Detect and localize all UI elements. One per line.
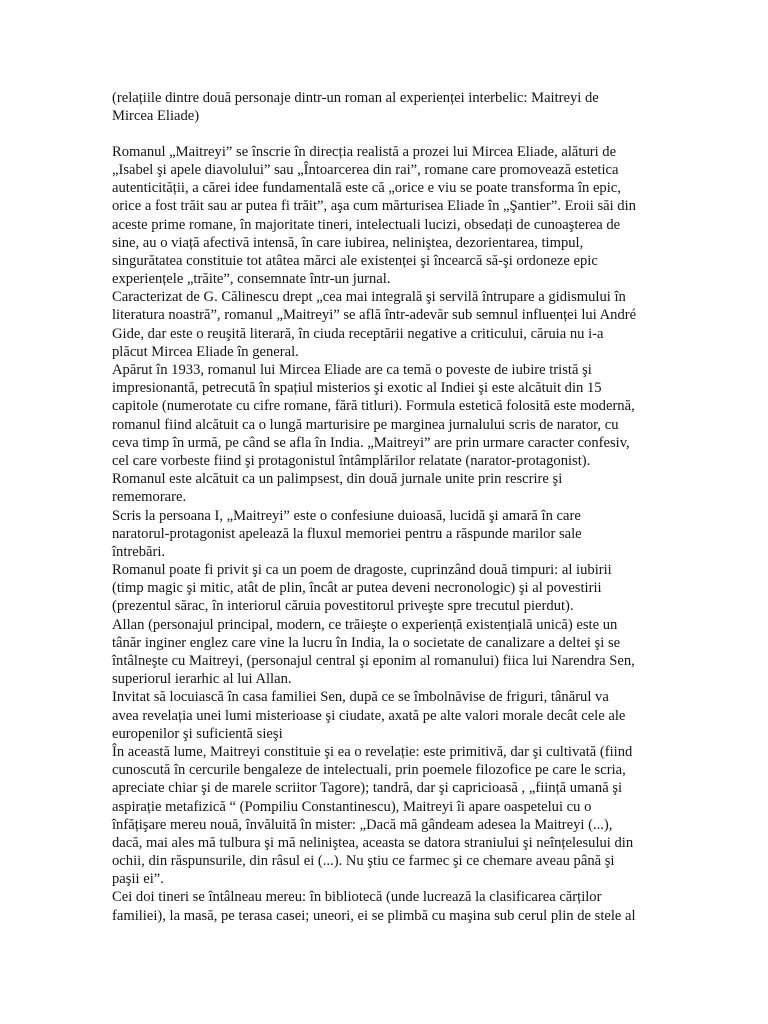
paragraph-line: cel care vorbeste fiind şi protagonistul întâmplărilor relatate (narator-protagonist). bbox=[112, 452, 591, 469]
subtitle-line: Mircea Eliade) bbox=[112, 108, 200, 125]
paragraph bbox=[112, 288, 660, 361]
paragraph-line: Caracterizat de G. Călinescu drept „cea mai integrală şi servilă întrupare a gidismului în bbox=[112, 289, 626, 306]
paragraph bbox=[112, 561, 660, 616]
paragraph-line: familiei), la masă, pe terasa casei; uneori, ei se plimbă cu maşina sub cerul plin de stele al bbox=[112, 907, 636, 924]
paragraph bbox=[112, 470, 660, 506]
paragraph-line: sine, au o viață afectivă intensă, în care iubirea, neliniştea, dezorientarea, timpul, bbox=[112, 234, 584, 251]
paragraph bbox=[112, 888, 660, 924]
paragraph-line: (prezentul sărac, în interiorul căruia povestitorul priveşte spre trecutul pierdut). bbox=[112, 598, 574, 615]
paragraph-line: experiențele „trăite”, consemnate într-un jurnal. bbox=[112, 271, 391, 288]
paragraph bbox=[112, 507, 660, 562]
paragraph-line: Romanul „Maitreyi” se înscrie în direcția realistă a prozei lui Mircea Eliade, alături de bbox=[112, 143, 617, 160]
paragraph-line: înfățişare mereu nouă, învăluită în mister: „Dacă mă gândeam adesea la Maitreyi (...), bbox=[112, 816, 613, 833]
paragraph-line: superiorul ierarhic al lui Allan. bbox=[112, 671, 292, 688]
paragraph-line: plăcut Mircea Eliade în general. bbox=[112, 343, 299, 360]
paragraph-line: întâlneşte cu Maitreyi, (personajul central şi eponim al romanului) fiica lui Narendra Sen, bbox=[112, 653, 635, 670]
paragraph-line: romanul fiind alcătuit ca o lungă marturisire pe marginea jurnalului scris de narator, cu bbox=[112, 416, 619, 433]
paragraph-line: orice a fost trăit sau ar putea fi trăit”, aşa cum mărturisea Eliade în „Şantier”. Eroii săi din bbox=[112, 198, 636, 215]
paragraph-line: literatura noastră”, romanul „Maitreyi” se află într-adevăr sub semnul influenței lui André bbox=[112, 307, 637, 324]
paragraph-line: ochii, din răspunsurile, din râsul ei (...). Nu ştiu ce farmec şi ce chemare aveau până şi bbox=[112, 853, 615, 870]
paragraph-line: Cei doi tineri se întâlneau mereu: în bibliotecă (unde lucrează la clasificarea cărților bbox=[112, 889, 602, 906]
paragraph-line: rememorare. bbox=[112, 489, 187, 506]
paragraph-line: aceste prime romane, în majoritate tineri, intelectuali lucizi, obsedați de cunoaşterea de bbox=[112, 216, 621, 233]
paragraph-line: întrebări. bbox=[112, 543, 166, 560]
paragraph bbox=[112, 143, 660, 289]
paragraph-line: ceva timp în urmă, pe când se afla în India. „Maitreyi” are prin urmare caracter confesiv, bbox=[112, 434, 630, 451]
paragraph-line: aspirație metafizică “ (Pompiliu Constantinescu), Maitreyi îi apare oaspetelui cu o bbox=[112, 798, 592, 815]
paragraph bbox=[112, 361, 660, 470]
paragraph-list bbox=[112, 143, 660, 925]
paragraph-line: capitole (numerotate cu cifre romane, fără titluri). Formula estetică folosită este modernă, bbox=[112, 398, 635, 415]
paragraph-gap bbox=[112, 125, 660, 142]
paragraph-line: Apărut în 1933, romanul lui Mircea Eliade are ca temă o poveste de iubire tristă şi bbox=[112, 362, 592, 379]
paragraph-line: naratorul-protagonist apelează la fluxul memoriei pentru a răspunde marilor sale bbox=[112, 525, 582, 542]
paragraph-line: cunoscută în cercurile bengaleze de intelectuali, prin poemele filozofice pe care le scria, bbox=[112, 762, 626, 779]
paragraph bbox=[112, 743, 660, 889]
paragraph-line: dacă, mai ales mă tulbura şi mă neliniştea, aceasta se datora straniului şi neînțelesului din bbox=[112, 834, 634, 851]
paragraph bbox=[112, 616, 660, 689]
paragraph-line: tânăr inginer englez care vine la lucru în India, la o societate de canalizare a deltei şi se bbox=[112, 634, 621, 651]
paragraph-line: singurătatea constituie tot atâtea mărci ale existenței şi încearcă să-şi ordoneze epic bbox=[112, 252, 598, 269]
paragraph-line: apreciate chiar şi de marele scriitor Tagore); tandră, dar şi capricioasă , „ființă umană şi bbox=[112, 780, 623, 797]
document-body bbox=[112, 89, 660, 925]
paragraph-line: avea revelația unei lumi misterioase şi ciudate, axată pe alte valori morale decât cele ale bbox=[112, 707, 626, 724]
paragraph-line: Invitat să locuiască în casa familiei Sen, după ce se îmbolnăvise de friguri, tânărul va bbox=[112, 689, 609, 706]
paragraph-line: „Isabel şi apele diavolului” sau „Întoarcerea din rai”, romane care promovează estetica bbox=[112, 161, 619, 178]
subtitle-line: (relațiile dintre două personaje dintr-un roman al experienței interbelic: Maitreyi de bbox=[112, 90, 599, 106]
paragraph-line: Scris la persoana I, „Maitreyi” este o confesiune duioasă, lucidă şi amară în care bbox=[112, 507, 581, 524]
document-subtitle bbox=[112, 89, 660, 125]
paragraph-line: Allan (personajul principal, modern, ce trăieşte o experiență existențială unică) este un bbox=[112, 616, 618, 633]
paragraph-line: Romanul este alcătuit ca un palimpsest, din două jurnale unite prin rescrire şi bbox=[112, 471, 563, 488]
paragraph-line: (timp magic şi mitic, atât de plin, încât ar putea deveni necronologic) şi al povestirii bbox=[112, 580, 602, 597]
paragraph-line: autenticității, a cărei idee fundamentală este că „orice e viu se poate transforma în epic, bbox=[112, 180, 621, 197]
paragraph-line: europenilor şi suficientă sieşi bbox=[112, 725, 283, 742]
paragraph-line: impresionantă, petrecută în spațiul misterios şi exotic al Indiei şi este alcătuit din 15 bbox=[112, 380, 602, 397]
paragraph-line: Gide, dar este o reuşită literară, în ciuda receptării negative a criticului, căruia nu i-a bbox=[112, 325, 604, 342]
paragraph-line: Romanul poate fi privit şi ca un poem de dragoste, cuprinzând două timpuri: al iubirii bbox=[112, 562, 612, 579]
paragraph-line: În această lume, Maitreyi constituie şi ea o revelație: este primitivă, dar şi cultivată (fiind bbox=[112, 743, 633, 760]
paragraph-line: paşii ei”. bbox=[112, 871, 164, 888]
paragraph bbox=[112, 688, 660, 743]
